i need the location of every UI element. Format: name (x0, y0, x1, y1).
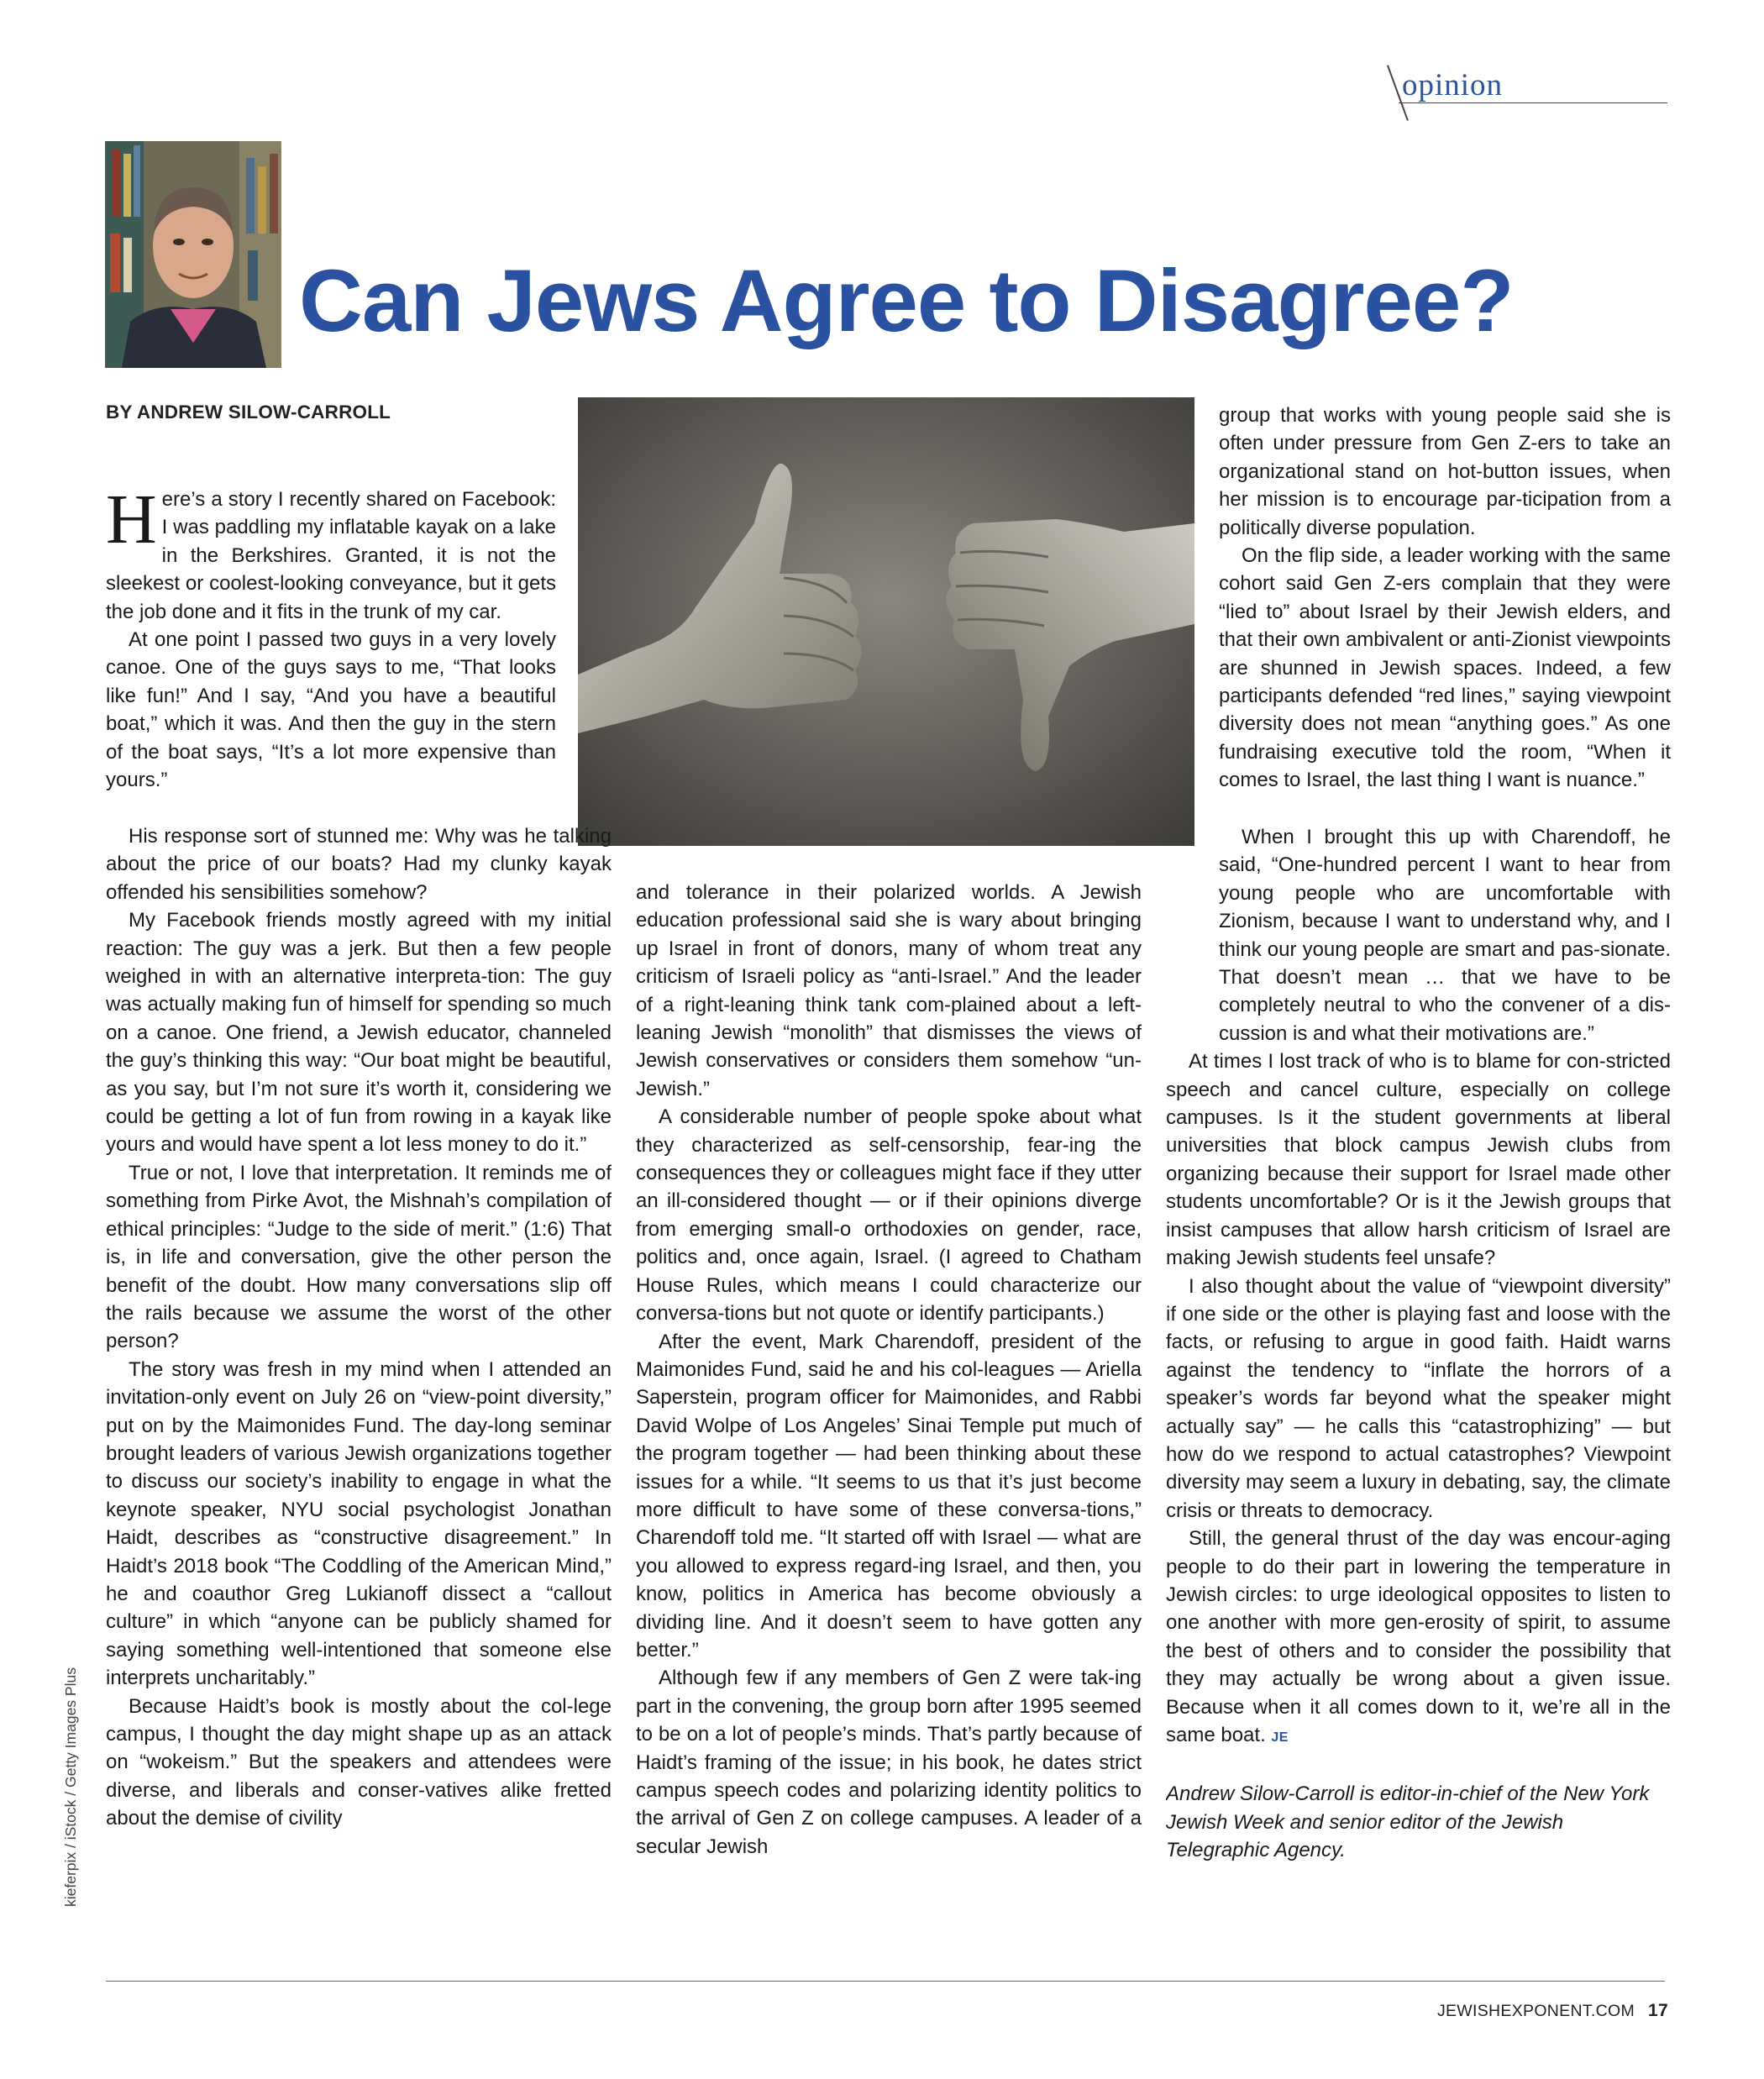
paragraph (1166, 1525, 1671, 1751)
author-headshot (105, 141, 281, 368)
paragraph-text: When I brought this up with Charendoff, he said, “One-hundred percent I want to hear from young people who are uncomfortable with Zionism, because I want to understand why, and I think our young people are smart and pas-sionate. That doesn’t mean … that we have to be completely neutral to who the convener of a dis-cussion is and what their motivations are.” (1219, 826, 1671, 1045)
paragraph: On the flip side, a leader working with the same cohort said Gen Z-ers complain that they were “lied to” about Israel by their Jewish elders, and that their own ambivalent or anti-Zionist viewpoints are shunned in Jewish spaces. Indeed, a few participants defended “red lines,” saying viewpoint diversity does not mean “anything goes.” As one fundraising executive told the room, “When it comes to Israel, the last thing I want is nuance.” (1219, 544, 1671, 792)
author-bio: Andrew Silow-Carroll is editor-in-chief of the New York Jewish Week and senior editor of the Jewish Telegraphic Agency. (1166, 1782, 1650, 1862)
paragraph: At one point I passed two guys in a very lovely canoe. One of the guys says to me, “That looks like fun!” And I say, “And you have a beautiful boat,” which it was. And then the guy in the stern of the boat says, “It’s a lot more expensive than yours.” (106, 628, 556, 792)
section-tag (1365, 66, 1667, 121)
column-2 (636, 879, 1142, 1940)
paragraph (1166, 823, 1671, 1047)
column-3-top (1219, 402, 1671, 795)
paragraph: My Facebook friends mostly agreed with my initial reaction: The guy was a jerk. But then a few people weighed in with an alternative interpreta-tion: The guy was actually making fun of himself for spending so much on a canoe. One friend, a Jewish educator, channeled the guy’s thinking this way: “Our boat might be beautiful, as you say, but I’m not sure it’s worth it, considering we could be getting a lot of fun from rowing in a kayak like yours and would have spent a lot less money to do it.” (106, 909, 612, 1157)
paragraph: group that works with young people said she is often under pressure from Gen Z-ers to take an organizational stand on hot-button issues, when her mission is to encourage par-ticipation from a politically diverse population. (1219, 404, 1671, 539)
paragraph: Although few if any members of Gen Z were tak-ing part in the convening, the group born after 1995 seemed to be on a lot of people’s minds. That’s partly because of Haidt’s framing of the issue; in his book, he dates strict campus speech codes and polarizing identity politics to the arrival of Gen Z on college campuses. A leader of a secular Jewish (636, 1667, 1142, 1858)
paragraph-text: ere’s a story I recently shared on Facebook: I was paddling my inflatable kayak on a lake in the Berkshires. Granted, it is not the sleekest or coolest-looking conveyance, but it gets the job done and it fits in the trunk of my car. (106, 488, 556, 623)
paragraph: The story was fresh in my mind when I attended an invitation-only event on July 26 on “view-point diversity,” put on by the Maimonides Fund. The day-long seminar brought leaders of various Jewish organizations together to discuss our society’s inability to engage in what the keynote speaker, NYU social psychologist Jonathan Haidt, describes as “constructive disagreement.” In Haidt’s 2018 book “The Coddling of the American Mind,” he and coauthor Greg Lukianoff dissect a “callout culture” in which “anyone can be publicly shamed for saying something well-intentioned that someone else interprets uncharitably.” (106, 1357, 612, 1690)
column-1 (106, 822, 612, 1940)
dropcap: H (106, 480, 157, 559)
paragraph: I also thought about the value of “viewpoint diversity” if one side or the other is playing fast and loose with the facts, or refusing to argue in good faith. Haidt warns against the tendency to “inflate the horrors of a speaker’s words far beyond what the speaker might actually say” — he calls this “catastrophizing” — but how do we respond to actual catastrophes? Viewpoint diversity may seem a luxury in debating, say, the climate crisis or threats to democracy. (1166, 1274, 1671, 1522)
page-number: 17 (1648, 2001, 1668, 2020)
author-headshot-image (105, 141, 281, 368)
column-3 (1166, 823, 1671, 1940)
paragraph: Because Haidt’s book is mostly about the col-lege campus, I thought the day might shape up as an attack on “wokeism.” But the speakers and attendees were diverse, and liberals and conser-vatives alike fretted about the demise of civility (106, 1694, 612, 1830)
section-label: opinion (1402, 68, 1504, 102)
end-mark: JE (1271, 1730, 1289, 1745)
byline: BY ANDREW SILOW-CARROLL (106, 402, 391, 423)
paragraph: At times I lost track of who is to blame for con-stricted speech and cancel culture, especially on college campuses. Is it the student governments at liberal universities that block campus Jewish clubs from organizing because their support for Israel made other students uncomfortable? Or is it the Jewish groups that insist campuses that allow harsh criticism of Israel are making Jewish students feel unsafe? (1166, 1050, 1671, 1270)
thumbs-up-thumbs-down-photo (578, 397, 1194, 846)
footer (1437, 2001, 1668, 2021)
column-1-top (106, 480, 556, 794)
paragraph: and tolerance in their polarized worlds. A Jewish education professional said she is wary about bringing up Israel in front of donors, many of whom treat any criticism of Israeli policy as “anti-Israel.” And the leader of a right-leaning think tank com-plained about a left-leaning Jewish “monolith” that dismisses the views of Jewish conservatives or considers them somehow “un-Jewish.” (636, 881, 1142, 1100)
headline: Can Jews Agree to Disagree? (299, 252, 1514, 350)
paragraph: After the event, Mark Charendoff, president of the Maimonides Fund, said he and his col-leagues — Ariella Saperstein, program officer for Maimonides, and Rabbi David Wolpe of Los Angeles’ Sinai Temple put much of the program together — had been thinking about these issues for a while. “It seems to us that it’s just become more difficult to have some of these conversa-tions,” Charendoff told me. “It started off with Israel — what are you allowed to express regard-ing Israel, and then, you know, politics in America has become obviously a dividing line. And it doesn’t seem to have gotten any better.” (636, 1330, 1142, 1662)
paragraph: His response sort of stunned me: Why was he talking about the price of our boats? Had my clunky kayak offended his sensibilities somehow? (106, 825, 612, 904)
footer-rule (106, 1981, 1665, 1982)
paragraph: A considerable number of people spoke about what they characterized as self-censorship, fear-ing the consequences they or colleagues might face if they utter an ill-considered thought — or if their opinions diverge from emerging small-o orthodoxies on gender, race, politics and, once again, Israel. (I agreed to Chatham House Rules, which means I could characterize our conversa-tions but not quote or identify participants.) (636, 1105, 1142, 1326)
footer-site: JEWISHEXPONENT.COM (1436, 2002, 1635, 2020)
thumbs-photo-image (578, 397, 1194, 846)
paragraph: True or not, I love that interpretation. It reminds me of something from Pirke Avot, the Mishnah’s compilation of ethical principles: “Judge to the side of merit.” (1:6) That is, in life and conversation, give the other person the benefit of the doubt. How many conversations slip off the rails because we assume the worst of the other person? (106, 1161, 612, 1353)
paragraph (106, 480, 556, 626)
photo-credit: kieferpix / iStock / Getty Images Plus (62, 1667, 79, 1907)
paragraph-text: Still, the general thrust of the day was encour-aging people to do their part in lowering the temperature in Jewish circles: to urge ideological opposites to listen to one another with more gen-erosity of spirit, to assume the best of others and to consider the possibility that they may actually be wrong about a given issue. Because when it all comes down to it, we’re all in the same boat. (1166, 1527, 1671, 1746)
